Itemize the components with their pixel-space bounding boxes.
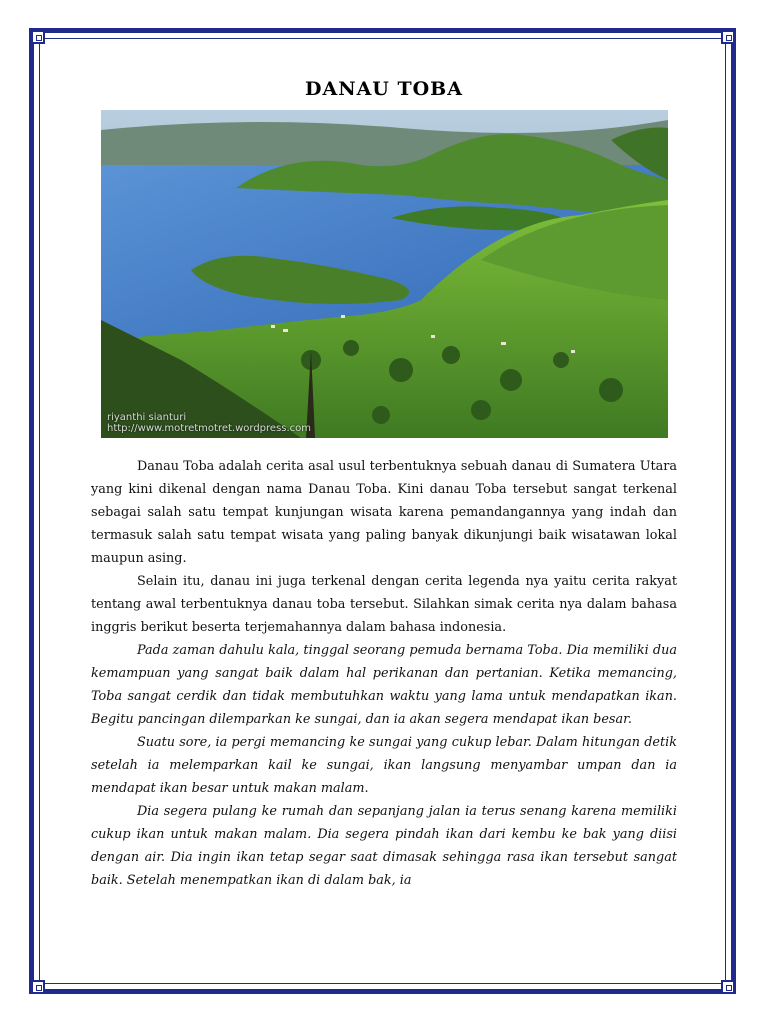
paragraph: Pada zaman dahulu kala, tinggal seorang pemuda bernama Toba. Dia memiliki dua kemampuan yang sangat baik dalam hal perikanan dan pertanian. Ketika memancing, Toba sangat cerdik dan tidak membutuhkan waktu yang lama untuk mendapatkan ikan. Begitu pancingan dilemparkan ke sungai, dan ia akan segera mendapat ikan besar. (91, 643, 677, 727)
corner-ornament (721, 980, 735, 994)
lake-toba-photo (101, 110, 668, 438)
corner-ornament (31, 980, 45, 994)
photo-credit-name: riyanthi sianturi (107, 412, 187, 423)
story-text (91, 455, 677, 892)
corner-ornament (31, 30, 45, 44)
paragraph: Suatu sore, ia pergi memancing ke sungai yang cukup lebar. Dalam hitungan detik setelah ia melemparkan kail ke sungai, ikan langsung menyambar umpan dan ia mendapat ikan besar untuk makan malam. (91, 735, 677, 796)
document-title: DANAU TOBA (304, 78, 463, 100)
paragraph: Danau Toba adalah cerita asal usul terbentuknya sebuah danau di Sumatera Utara yang kini dikenal dengan nama Danau Toba. Kini danau Toba tersebut sangat terkenal sebagai salah satu tempat kunjungan wisata karena pemandangannya yang indah dan termasuk salah satu tempat wisata yang paling banyak dikunjungi baik wisatawan lokal maupun asing. (91, 459, 677, 566)
corner-ornament (721, 30, 735, 44)
paragraph: Dia segera pulang ke rumah dan sepanjang jalan ia terus senang karena memiliki cukup ikan untuk makan malam. Dia segera pindah ikan dari kembu ke bak yang diisi dengan air. Dia ingin ikan tetap segar saat dimasak sehingga rasa ikan tersebut sangat baik. Setelah menempatkan ikan di dalam bak, ia (91, 804, 677, 888)
photo-credit-url: http://www.motretmotret.wordpress.com (107, 423, 312, 434)
lake-landscape-image (101, 110, 668, 438)
photo-credit (107, 412, 311, 434)
paragraph: Selain itu, danau ini juga terkenal dengan cerita legenda nya yaitu cerita rakyat tentang awal terbentuknya danau toba tersebut. Silahkan simak cerita nya dalam bahasa inggris berikut beserta terjemahannya dalam bahasa indonesia. (91, 574, 677, 635)
